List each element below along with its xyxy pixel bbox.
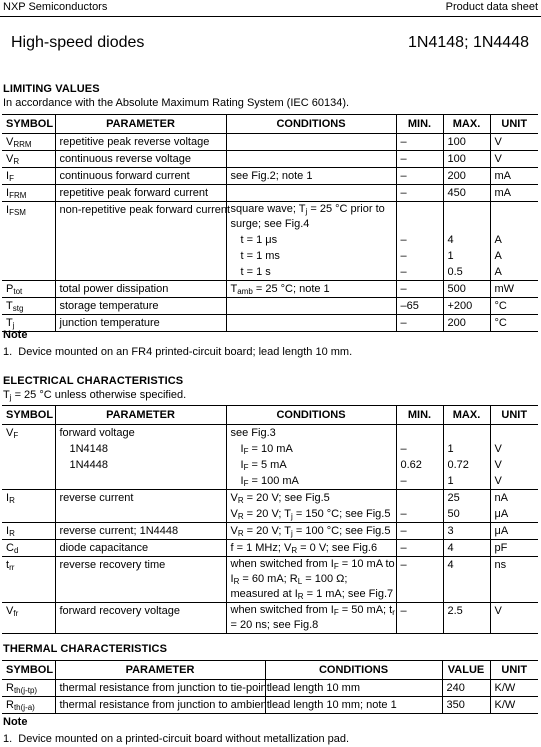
limiting-values-heading: LIMITING VALUES (3, 83, 100, 95)
table-row: t = 1 s – 0.5 A (2, 264, 538, 281)
col-max: MAX. (443, 406, 490, 425)
doc-type: Product data sheet (445, 1, 538, 13)
table-row: 1N4448 $I_F = 5$ mA 0.62 0.72 V (2, 457, 538, 473)
table-row: $V_F$ forward voltage see Fig.3 (2, 425, 538, 442)
limiting-note: 1. Device mounted on an FR4 printed-circuit board; lead length 10 mm. (3, 346, 353, 358)
col-unit: UNIT (490, 115, 538, 134)
table-row: $T_{stg}$ storage temperature –65 +200 °C (2, 298, 538, 315)
electrical-subtitle: $T_j = 25$ °C unless otherwise specified. (3, 389, 187, 402)
col-max: MAX. (443, 115, 490, 134)
table-row: $T_j$ junction temperature – 200 °C (2, 315, 538, 332)
col-parameter: PARAMETER (55, 115, 226, 134)
col-parameter: PARAMETER (55, 661, 265, 680)
table-row: $t_{rr}$ reverse recovery time when switched from $I_F = 10$ mA to $I_R = 60$ mA; $R_L = 100$ Ω; measured at $I_R = 1$ mA; see Fig.7 – 4 ns (2, 557, 538, 603)
table-header-row (2, 406, 538, 425)
col-unit: UNIT (490, 661, 538, 680)
col-symbol: SYMBOL (2, 406, 55, 425)
col-unit: UNIT (490, 406, 538, 425)
thermal-note-heading: Note (3, 716, 28, 728)
col-symbol: SYMBOL (2, 115, 55, 134)
col-min: MIN. (396, 115, 443, 134)
col-conditions: CONDITIONS (226, 406, 396, 425)
col-parameter: PARAMETER (55, 406, 226, 425)
limiting-note-heading: Note (3, 329, 28, 341)
table-row: $P_{tot}$ total power dissipation $T_{amb} = 25$ °C; note 1 – 500 mW (2, 281, 538, 298)
electrical-heading: ELECTRICAL CHARACTERISTICS (3, 375, 184, 387)
col-conditions: CONDITIONS (265, 661, 442, 680)
col-value: VALUE (442, 661, 490, 680)
part-numbers: 1N4148; 1N4448 (408, 34, 529, 51)
thermal-heading: THERMAL CHARACTERISTICS (3, 643, 168, 655)
table-row: 1N4148 $I_F = 10$ mA – 1 V (2, 441, 538, 457)
table-row: $V_{fr}$ forward recovery voltage when switched from $I_F = 50$ mA; $t_r = 20$ ns; see Fig.8 – 2.5 V (2, 603, 538, 634)
electrical-table (2, 405, 538, 634)
table-row: t = 1 μs – 4 A (2, 232, 538, 248)
table-row: $I_F$ continuous forward current see Fig.2; note 1 – 200 mA (2, 168, 538, 185)
table-row: $V_R = 20$ V; $T_j = 150$ °C; see Fig.5 – 50 μA (2, 506, 538, 523)
table-row: t = 1 ms – 1 A (2, 248, 538, 264)
table-row: $V_R$ continuous reverse voltage – 100 V (2, 151, 538, 168)
table-row: $I_{FSM}$ non-repetitive peak forward current square wave; $T_j = 25$ °C prior to surge; see Fig.4 (2, 202, 538, 233)
col-conditions: CONDITIONS (226, 115, 396, 134)
table-row: $I_F = 100$ mA – 1 V (2, 473, 538, 490)
table-row: $R_{th(j-a)}$ thermal resistance from junction to ambient lead length 10 mm; note 1 350 K/W (2, 697, 538, 714)
page-header (0, 0, 541, 17)
company-name: NXP Semiconductors (3, 1, 108, 13)
thermal-table (2, 660, 538, 714)
table-row: $I_R$ reverse current; 1N4448 $V_R = 20$ V; $T_j = 100$ °C; see Fig.5 – 3 μA (2, 523, 538, 540)
col-min: MIN. (396, 406, 443, 425)
table-header-row (2, 661, 538, 680)
table-row: $C_d$ diode capacitance f = 1 MHz; $V_R = 0$ V; see Fig.6 – 4 pF (2, 540, 538, 557)
page-title: High-speed diodes (11, 34, 145, 51)
thermal-note: 1. Device mounted on a printed-circuit board without metallization pad. (3, 733, 350, 745)
table-row: $R_{th(j-tp)}$ thermal resistance from junction to tie-point lead length 10 mm 240 K/W (2, 680, 538, 697)
table-header-row (2, 115, 538, 134)
col-symbol: SYMBOL (2, 661, 55, 680)
table-row: $I_{FRM}$ repetitive peak forward current – 450 mA (2, 185, 538, 202)
table-row: $V_{RRM}$ repetitive peak reverse voltage – 100 V (2, 134, 538, 151)
limiting-values-table (2, 114, 538, 332)
limiting-values-subtitle: In accordance with the Absolute Maximum Rating System (IEC 60134). (3, 97, 350, 109)
table-row: $I_R$ reverse current $V_R = 20$ V; see Fig.5 25 nA (2, 490, 538, 507)
